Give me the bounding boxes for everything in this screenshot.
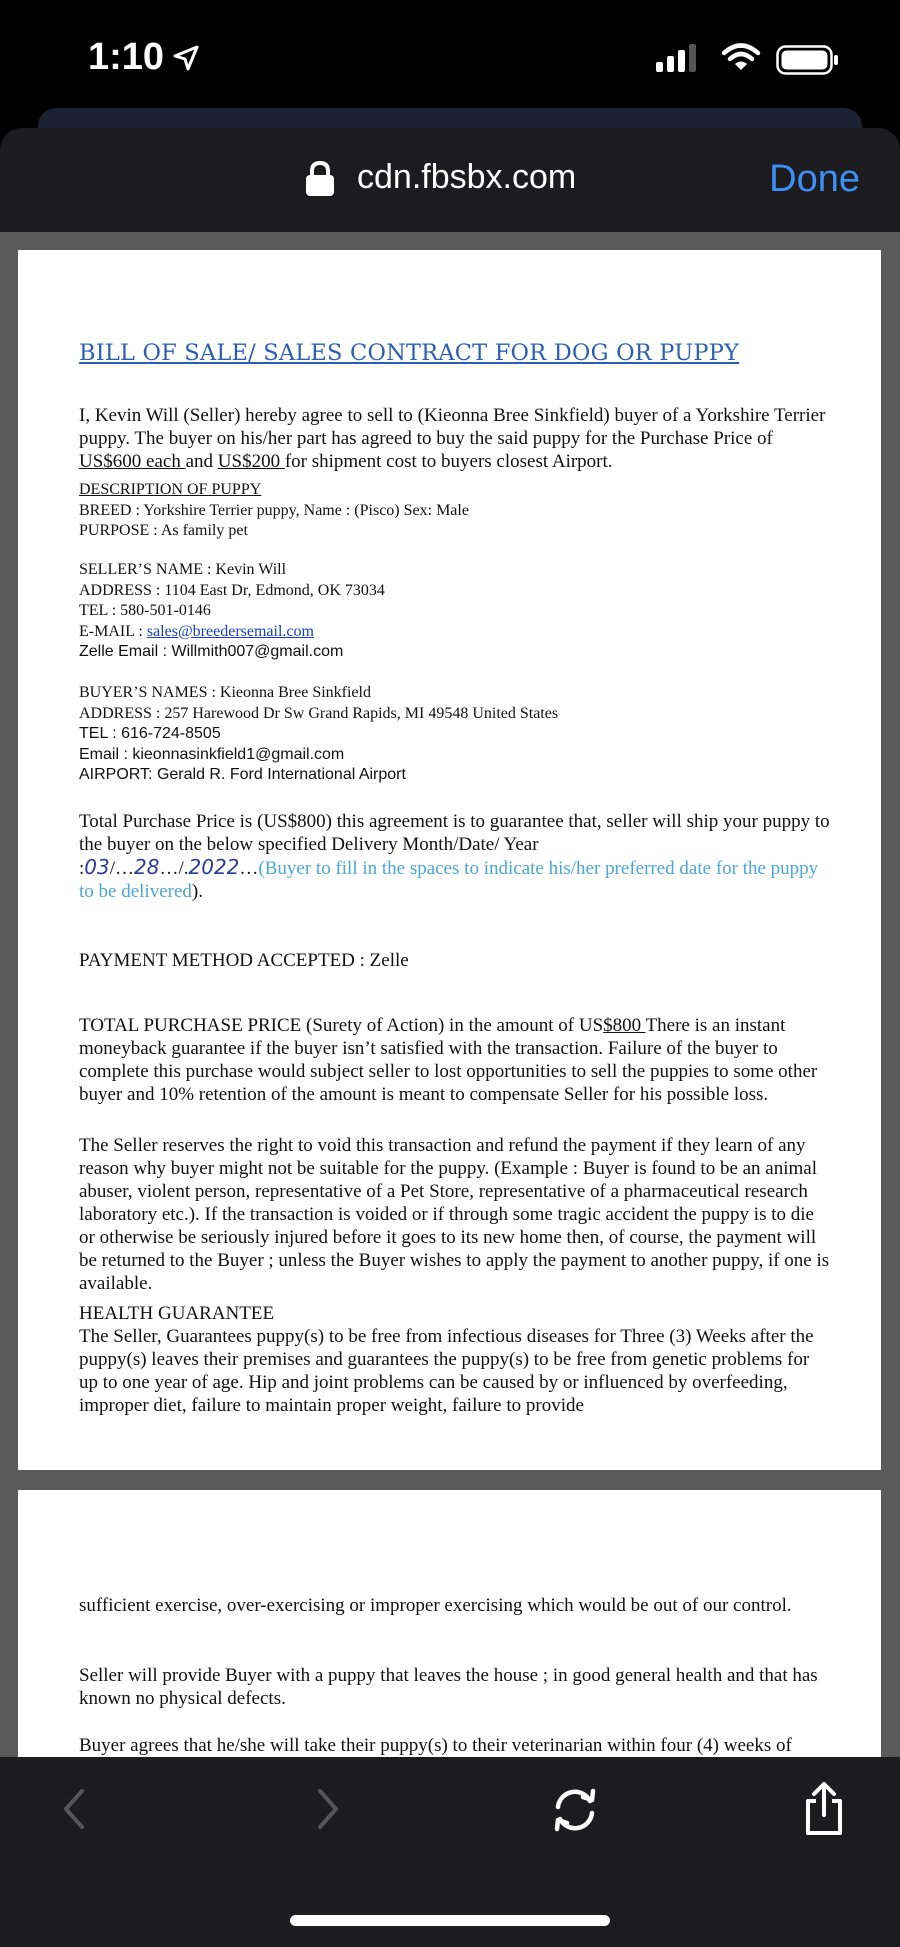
back-chevron-icon[interactable] bbox=[60, 1787, 86, 1835]
surety-amount: $800 bbox=[603, 1015, 646, 1036]
refresh-icon[interactable] bbox=[550, 1785, 600, 1839]
browser-toolbar bbox=[0, 1757, 900, 1947]
reserve-paragraph: The Seller reserves the right to void this transaction and refund the payment if they learn of any reason why buyer might not be suitable for the puppy. (Example : Buyer is found to be an animal abuser, violent person, representative of a Pet Store, representative of a pharmaceutical research laboratory etc.). If the transaction is voided or if through some tragic accident the puppy is to die or otherwise be seriously injured before it goes to its new home then, of course, the payment will be returned to the Buyer ; unless the Buyer wishes to apply the payment to another puppy, if one is available. bbox=[79, 1135, 830, 1294]
buyer-name: BUYER’S NAMES : Kieonna Bree Sinkfield bbox=[79, 684, 371, 701]
url-label[interactable]: cdn.fbsbx.com bbox=[357, 158, 577, 196]
seller-zelle: Zelle Email : Willmith007@gmail.com bbox=[79, 643, 344, 660]
delivery-day: 28 bbox=[134, 855, 160, 879]
home-indicator[interactable] bbox=[290, 1915, 610, 1926]
delivery-month: 03 bbox=[84, 855, 110, 879]
description-purpose: PURPOSE : As family pet bbox=[79, 522, 248, 539]
delivery-year: 2022 bbox=[188, 855, 240, 879]
battery-icon bbox=[776, 45, 840, 79]
wifi-icon bbox=[722, 42, 760, 76]
seller-address: ADDRESS : 1104 East Dr, Edmond, OK 73034 bbox=[79, 581, 385, 599]
surety-text-b: There is an instant moneyback guarantee if the buyer isn’t satisfied with the transaction. Failure of the buyer to complete this purchase would subject seller to lost opportunities to sell the puppies to some other buyer and 10% retention of the amount is meant to compensate Seller for his possible loss. bbox=[79, 1015, 818, 1105]
fill-instruction-end: ). bbox=[191, 881, 203, 902]
document-viewer[interactable] bbox=[0, 232, 900, 1757]
forward-chevron-icon[interactable] bbox=[316, 1787, 342, 1835]
status-bar bbox=[0, 0, 900, 120]
total-price-paragraph bbox=[79, 810, 831, 903]
done-button[interactable]: Done bbox=[769, 158, 860, 200]
delivery-date-line: :03/…28…/.2022…(Buyer to fill in the spaces to indicate his/her preferred date for the puppy to be delivered). bbox=[79, 855, 819, 902]
date-prefix: : bbox=[79, 858, 85, 879]
intro-shipping: US$200 bbox=[217, 451, 285, 472]
intro-text: I, Kevin Will (Seller) hereby agree to sell to (Kieonna Bree Sinkfield) buyer of a Yorkshire Terrier puppy. The buyer on his/her part has agreed to buy the said puppy for the Purchase Price of bbox=[79, 405, 826, 449]
description-heading: DESCRIPTION OF PUPPY bbox=[79, 481, 262, 498]
buyer-airport: AIRPORT: Gerald R. Ford International Airport bbox=[79, 766, 406, 783]
payment-method: PAYMENT METHOD ACCEPTED : Zelle bbox=[79, 950, 409, 971]
surety-paragraph bbox=[79, 1014, 831, 1106]
seller-email-label: E-MAIL : bbox=[79, 622, 147, 640]
health-section bbox=[79, 1302, 831, 1417]
share-icon[interactable] bbox=[802, 1781, 846, 1841]
seller-section bbox=[79, 560, 831, 663]
page2-paragraph-1: sufficient exercise, over-exercising or improper exercising which would be out of our control. bbox=[79, 1595, 792, 1616]
fill-instruction: (Buyer to fill in the spaces to indicate his/her preferred date for the puppy to be delivered bbox=[79, 858, 819, 902]
page2-paragraph-3: Buyer agrees that he/she will take their puppy(s) to their veterinarian within four (4) weeks of bbox=[79, 1735, 792, 1756]
description-section bbox=[79, 480, 831, 542]
document-title: BILL OF SALE/ SALES CONTRACT FOR DOG OR PUPPY bbox=[79, 340, 740, 366]
seller-tel: TEL : 580-501-0146 bbox=[79, 602, 211, 619]
location-arrow-icon bbox=[172, 44, 200, 76]
document-page-1 bbox=[18, 250, 881, 1470]
lock-icon bbox=[305, 161, 335, 201]
browser-header bbox=[0, 128, 900, 232]
intro-text-b: and bbox=[185, 451, 218, 472]
total-price-text: Total Purchase Price is (US$800) this agreement is to guarantee that, seller will ship your puppy to the buyer on the below specified Delivery Month/Date/ Year bbox=[79, 811, 830, 855]
page2-paragraph-2: Seller will provide Buyer with a puppy that leaves the house ; in good general health and that has known no physical defects. bbox=[79, 1665, 818, 1709]
buyer-email: Email : kieonnasinkfield1@gmail.com bbox=[79, 745, 345, 763]
intro-text-c: for shipment cost to buyers closest Airport. bbox=[284, 451, 613, 472]
buyer-address: ADDRESS : 257 Harewood Dr Sw Grand Rapids, MI 49548 United States bbox=[79, 704, 559, 722]
health-text: The Seller, Guarantees puppy(s) to be free from infectious diseases for Three (3) Weeks after the puppy(s) leaves their premises and guarantees the puppy(s) to be free from genetic problems for up to one year of age. Hip and joint problems can be caused by or influenced by overfeeding, improper diet, failure to maintain proper weight, failure to provide bbox=[79, 1326, 814, 1416]
cellular-signal-icon bbox=[656, 44, 702, 76]
intro-paragraph bbox=[79, 404, 831, 473]
surety-text: TOTAL PURCHASE PRICE (Surety of Action) in the amount of US bbox=[79, 1015, 604, 1036]
description-breed: BREED : Yorkshire Terrier puppy, Name : (Pisco) Sex: Male bbox=[79, 501, 469, 519]
buyer-tel: TEL : 616-724-8505 bbox=[79, 725, 221, 742]
intro-price: US$600 each bbox=[79, 451, 186, 472]
buyer-section bbox=[79, 683, 831, 786]
seller-name: SELLER’S NAME : Kevin Will bbox=[79, 561, 287, 578]
health-heading: HEALTH GUARANTEE bbox=[79, 1303, 275, 1324]
seller-email-link[interactable]: sales@breedersemail.com bbox=[146, 622, 314, 640]
status-time: 1:10 bbox=[88, 36, 165, 78]
